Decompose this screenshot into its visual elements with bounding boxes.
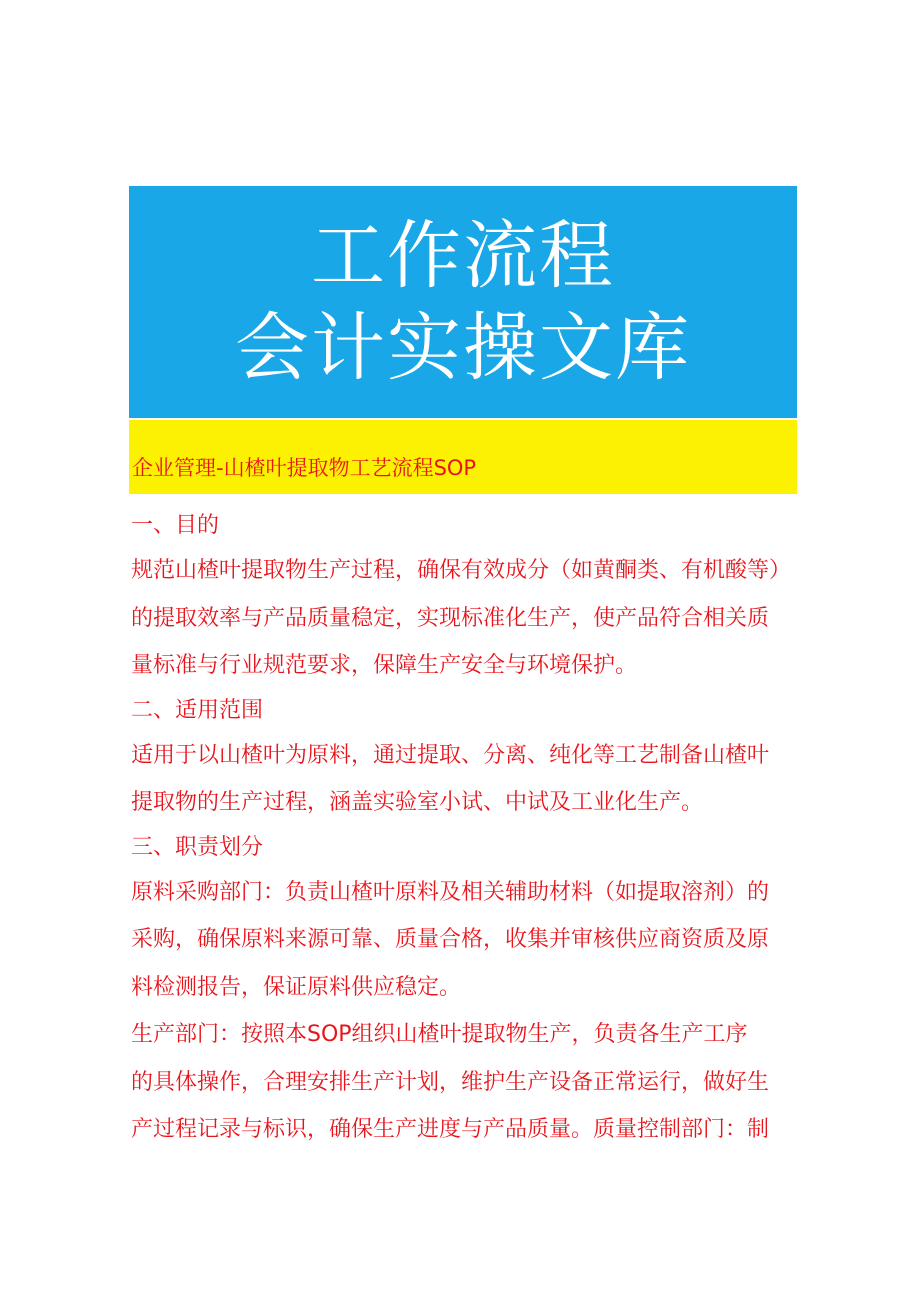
section-heading-scope: 二、适用范围: [131, 697, 264, 723]
banner-title-line-1: 工作流程: [311, 213, 615, 299]
document-body: [131, 505, 801, 1154]
text-line: 原料采购部门：负责山楂叶原料及相关辅助材料（如提取溶剂）的: [131, 879, 770, 905]
title-banner: [129, 186, 797, 418]
text-line: 规范山楂叶提取物生产过程，确保有效成分（如黄酮类、有机酸等）: [131, 558, 792, 583]
paragraph-procurement: [131, 869, 801, 1012]
section-heading-responsibilities: 三、职责划分: [131, 834, 264, 860]
document-subtitle: 企业管理-山楂叶提取物工艺流程SOP: [132, 456, 477, 480]
section-heading-purpose: 一、目的: [131, 513, 220, 538]
text-line: 采购，确保原料来源可靠、质量合格，收集并审核供应商资质及原: [131, 927, 770, 952]
text-line: 提取物的生产过程，涵盖实验室小试、中试及工业化生产。: [131, 790, 704, 815]
paragraph-scope: [131, 732, 801, 827]
text-line: 适用于以山楂叶为原料，通过提取、分离、纯化等工艺制备山楂叶: [131, 742, 770, 768]
paragraph-purpose: [131, 547, 801, 690]
text-line: 的具体操作，合理安排生产计划，维护生产设备正常运行，做好生: [131, 1069, 770, 1095]
subtitle-bar: [129, 420, 797, 494]
text-line: 量标准与行业规范要求，保障生产安全与环境保护。: [131, 653, 638, 678]
text-line: 生产部门：按照本SOP组织山楂叶提取物生产，负责各生产工序: [131, 1022, 748, 1047]
paragraph-production: [131, 1011, 801, 1154]
text-line: 产过程记录与标识，确保生产进度与产品质量。质量控制部门：制: [131, 1117, 770, 1142]
banner-title-line-2: 会计实操文库: [235, 305, 691, 391]
text-line: 的提取效率与产品质量稳定，实现标准化生产，使产品符合相关质: [131, 605, 770, 631]
text-line: 料检测报告，保证原料供应稳定。: [131, 974, 462, 1000]
